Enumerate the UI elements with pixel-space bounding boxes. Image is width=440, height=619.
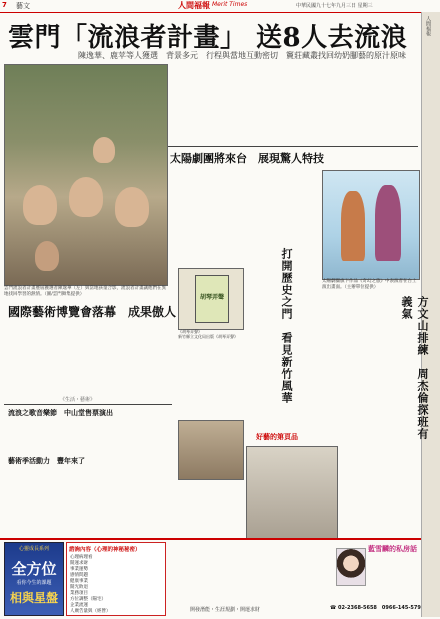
fortune-ad-top: 心靈成長系列 — [18, 546, 49, 552]
consult-ad[interactable] — [66, 542, 166, 616]
fortune-ad-title2: 相與星盤 — [9, 591, 58, 605]
masthead-logo: 人間福報 — [178, 0, 210, 10]
main-headline: 雲門「流浪者計畫」 送8人去流浪 — [8, 23, 408, 53]
festival-body — [8, 468, 170, 534]
circus-story-body — [170, 166, 318, 262]
consult-ad-item: 感情問題 — [70, 573, 88, 578]
circus-story-title: 太陽劇團將來台 展現驚人特技 — [170, 152, 324, 165]
consult-ad-item: 心理病理看 — [70, 555, 93, 560]
consult-ad-item: 人廣告量與（經營） — [70, 609, 111, 614]
fortune-ad[interactable] — [4, 542, 64, 616]
concert-subtitle: 流浪之歌音樂節 中山堂售票演出 — [8, 409, 113, 417]
book-cover-title: 胡琴弄聲 — [199, 294, 224, 301]
advisor-ad-title: 藍雪麟的私房話 — [368, 545, 417, 553]
room-story-body — [178, 482, 242, 536]
children-photo — [4, 64, 168, 286]
advisor-phone[interactable]: ☎ 02-2368-5658 0966-145-579 — [330, 605, 421, 611]
consult-ad-item: 開運求財 — [70, 561, 88, 566]
comic-title: 好藝的第頁品 — [256, 433, 298, 441]
children-photo-caption: 雲門流浪者計畫歷屆獲選者陳逸華（左）與當地孩童合影，流浪者計畫讓他們在異地找回學習的熱情。（圖/雲門舞集提供） — [4, 286, 166, 297]
ad-tagline: 開發潛能・生涯規劃・開運求財 — [190, 607, 261, 613]
book-cover — [195, 275, 229, 323]
side-ad-text: 人間福報 — [425, 16, 431, 36]
comic-photo — [246, 446, 338, 540]
fortune-ad-subtitle: 看你今生的課題 — [16, 580, 52, 586]
main-subhead: 陳逸華、鹿苹等人獲選 背景多元 行程與當地互動密切 竇莊藏叢找回幼奶腳藝的原汁原味 — [78, 51, 406, 60]
expo-story-title: 國際藝術博覽會落幕 成果傲人 — [8, 305, 177, 319]
history-story-title: 打開歷史之門 看見新竹風華 — [280, 248, 293, 404]
consult-ad-item: 事業運勢 — [70, 567, 88, 572]
consult-ad-heading: 諮詢內容（心理的神秘秘密） — [69, 547, 141, 553]
history-story-body — [296, 286, 392, 426]
consult-ad-item: 開光敗退 — [70, 585, 88, 590]
consult-ad-item: 健康事業 — [70, 579, 88, 584]
consult-ad-item: 業務項目 — [70, 591, 88, 596]
main-story-body — [170, 64, 415, 146]
performance-photo — [322, 170, 420, 280]
consult-ad-item: 方位調整（陽宅） — [70, 597, 106, 602]
expo-tagline: 《生活・藝術》 — [60, 397, 96, 403]
book-caption: 《胡琴弄聲》 — [178, 329, 202, 334]
fortune-ad-title: 全方位 — [11, 560, 57, 578]
advisor-portrait — [336, 548, 366, 586]
lower-story-body — [178, 340, 270, 416]
festival-subtitle: 藝術季活動力 豐年來了 — [8, 457, 85, 465]
book-caption-secondary: 新竹縣立文化局出版《胡琴弄聲》 — [178, 334, 238, 339]
issue-date: 中華民國九十七年九月三日 星期三 — [296, 3, 373, 9]
jay-story-title: 方文山排練 周杰倫探班有義氣 — [400, 296, 429, 440]
right-story-body — [340, 446, 418, 536]
consult-ad-item: 企業流運 — [70, 603, 88, 608]
concert-body — [8, 420, 170, 454]
page-number: 7 — [2, 1, 7, 9]
masthead-english: Merit Times — [212, 1, 248, 8]
book-photo — [178, 268, 244, 330]
performance-photo-caption: 太陽劇團旗下作品《奇幻之旅》中表演者在台上演出畫面。（主辦單位提供） — [322, 279, 417, 290]
expo-story-body — [8, 322, 170, 392]
room-photo — [178, 420, 244, 480]
consult-ad-text — [170, 542, 330, 602]
section-name: 藝文 — [16, 2, 30, 10]
